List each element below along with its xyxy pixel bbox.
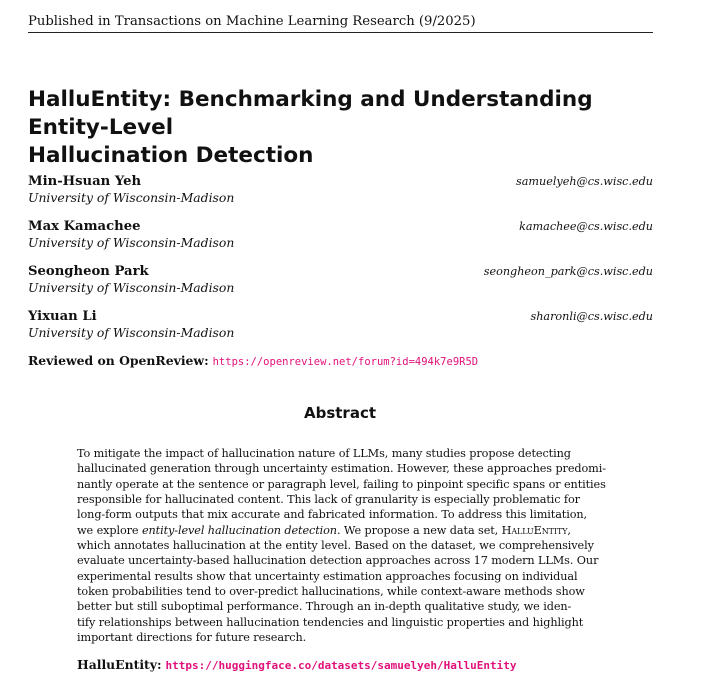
abstract-line: long-form outputs that mix accurate and fabricated information. To address this limitation, — [77, 508, 588, 522]
abstract-line-mixed — [77, 523, 604, 538]
abstract-line: tify relationships between hallucination tendencies and linguistic properties and highlight — [77, 615, 584, 629]
huggingface-link[interactable]: https://huggingface.co/datasets/samuelyeh/HalluEntity — [165, 659, 517, 672]
dataset-link-row — [77, 657, 517, 672]
abstract-line: evaluate uncertainty-based hallucination detection approaches across 17 modern LLMs. Our — [77, 554, 599, 568]
reviewed-on-openreview — [28, 353, 478, 368]
author-email: kamachee@cs.wisc.edu — [519, 220, 653, 233]
paper-title-line-2: Hallucination Detection — [28, 143, 314, 168]
author-name: Min-Hsuan Yeh — [28, 174, 142, 189]
abstract-text: , — [567, 523, 571, 537]
author-email: sharonli@cs.wisc.edu — [530, 310, 653, 323]
author-block — [28, 264, 653, 295]
abstract-line: nantly operate at the sentence or paragraph level, failing to pinpoint specific spans or entities — [77, 477, 606, 491]
author-affiliation: University of Wisconsin-Madison — [28, 235, 235, 250]
abstract-line: responsible for hallucinated content. This lack of granularity is especially problematic for — [77, 493, 580, 507]
author-email: samuelyeh@cs.wisc.edu — [515, 175, 653, 188]
dataset-label: HalluEntity: — [77, 657, 162, 672]
abstract-emphasis: entity-level hallucination detection — [141, 523, 337, 537]
author-name: Max Kamachee — [28, 219, 141, 234]
abstract-line: important directions for future research. — [77, 631, 307, 645]
author-name: Seongheon Park — [28, 264, 149, 279]
author-affiliation: University of Wisconsin-Madison — [28, 190, 235, 205]
author-name: Yixuan Li — [28, 309, 97, 324]
abstract-text: we explore — [77, 523, 139, 537]
abstract-line: better but still suboptimal performance. Through an in-depth qualitative study, we iden- — [77, 600, 572, 614]
author-email: seongheon_park@cs.wisc.edu — [483, 265, 653, 278]
author-block — [28, 309, 653, 340]
author-affiliation: University of Wisconsin-Madison — [28, 325, 235, 340]
abstract-heading: Abstract — [303, 404, 377, 422]
author-block — [28, 219, 653, 250]
abstract-body — [77, 446, 604, 645]
abstract-text: . We propose a new data set, — [336, 523, 499, 537]
abstract-line: which annotates hallucination at the entity level. Based on the dataset, we comprehensively — [77, 539, 594, 553]
abstract-line: To mitigate the impact of hallucination nature of LLMs, many studies propose detecting — [77, 447, 571, 460]
author-block — [28, 174, 653, 205]
abstract-line: token probabilities tend to over-predict hallucinations, while context-aware methods show — [77, 585, 585, 599]
paper-title-line-1: HalluEntity: Benchmarking and Understanding Entity-Level — [28, 87, 593, 140]
abstract-line: hallucinated generation through uncertainty estimation. However, these approaches predomi- — [77, 462, 606, 476]
author-affiliation: University of Wisconsin-Madison — [28, 280, 235, 295]
journal-header: Published in Transactions on Machine Learning Research (9/2025) — [28, 14, 653, 33]
dataset-name-smallcaps: HalluEntity — [501, 523, 568, 537]
reviewed-label: Reviewed on OpenReview: — [28, 353, 209, 368]
openreview-link[interactable]: https://openreview.net/forum?id=494k7e9R5D — [212, 356, 479, 368]
abstract-line: experimental results show that uncertainty estimation approaches focusing on individual — [77, 569, 578, 583]
paper-title — [28, 86, 668, 170]
